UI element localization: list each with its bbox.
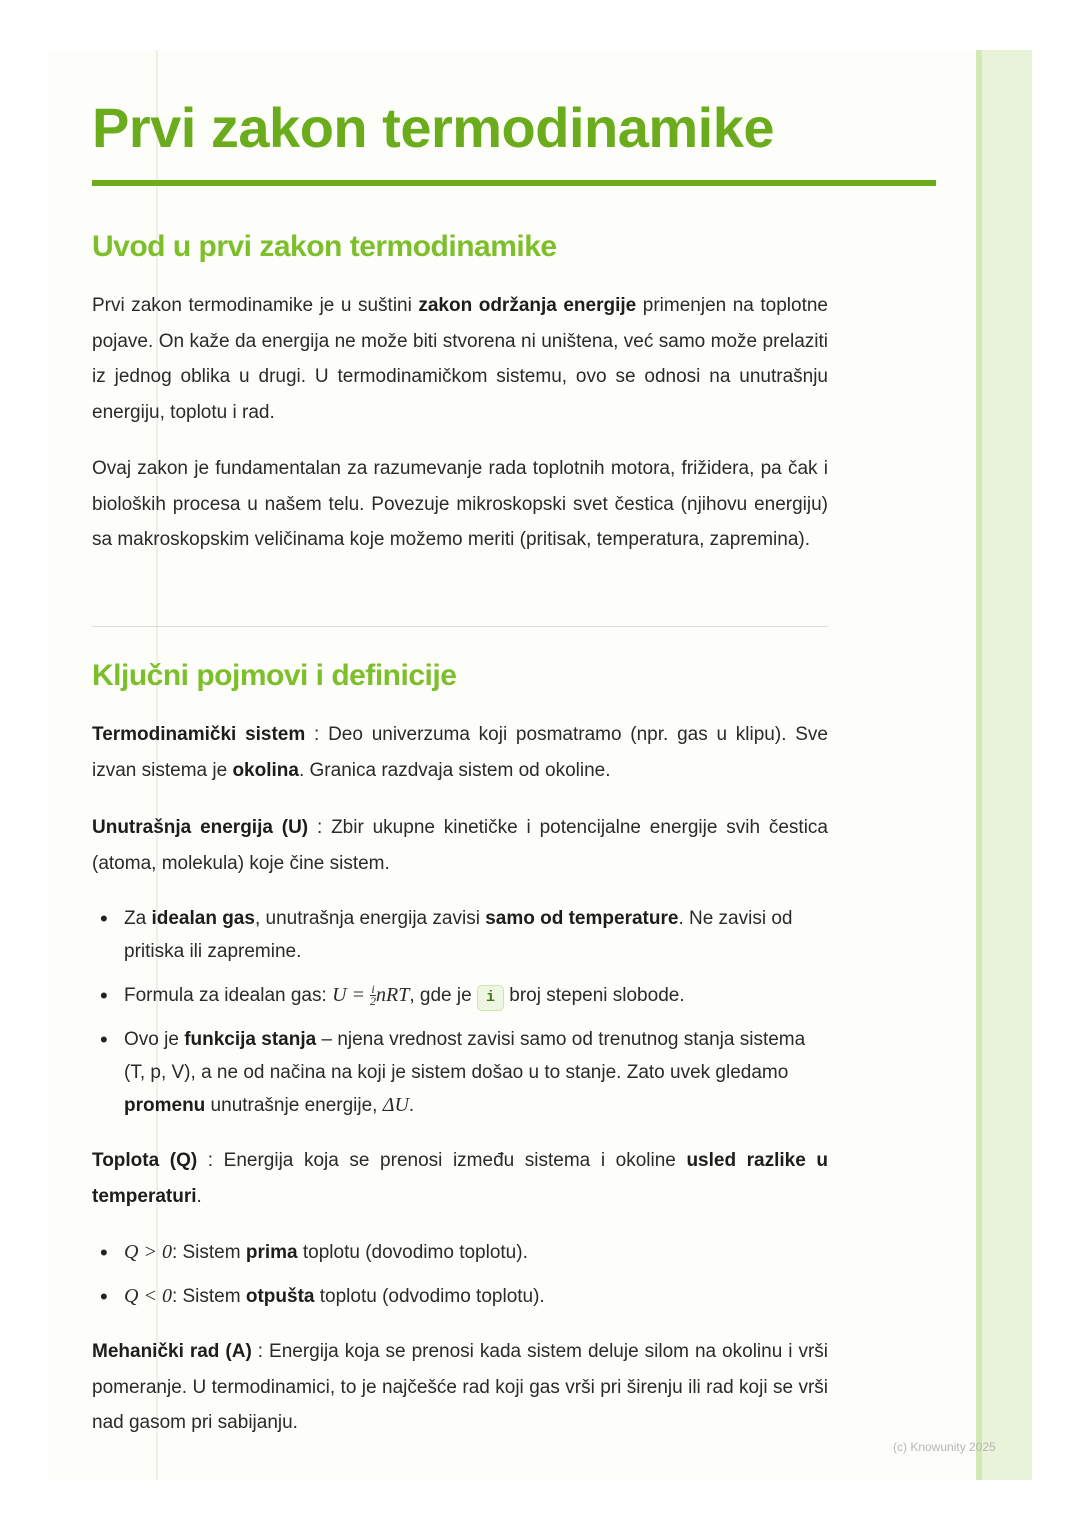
- fraction: $\frac{i}{2}$: [370, 982, 377, 1009]
- term: Unutrašnja energija (U): [92, 817, 309, 838]
- title-block: [92, 92, 828, 164]
- definition-sistem: [92, 717, 828, 788]
- list-item: • Ovo je funkcija stanja – njena vrednost zavisi samo od trenutnog stanja sistema (T, p, V), a ne od načina na koji je sistem došao u to stanje. Zato uvek gledamo promenu unutrašnje energije, ΔU.: [92, 1023, 828, 1122]
- text: primenjen na toplotne pojave. On kaže da energija ne može biti stvorena ni uništena, već samo može prelaziti iz jednog oblika u drugi. U termodinamičkom sistemu, ovo se odnosi na unutrašnju energiju, toplotu i rad.: [92, 295, 828, 423]
- term: Termodinamički sistem: [92, 724, 306, 745]
- definition-unutrasnja-energija: [92, 810, 828, 881]
- section-definitions-heading: Ključni pojmovi i definicije: [92, 659, 457, 692]
- section-intro-heading-wrap: [92, 230, 828, 264]
- copyright-footer: (c) Knowunity 2025: [893, 1440, 996, 1454]
- math-formula: ΔU: [382, 1094, 409, 1116]
- list-item: • Q > 0: Sistem prima toplotu (dovodimo toplotu).: [92, 1236, 828, 1269]
- intro-paragraph-2: Ovaj zakon je fundamentalan za razumevanje rada toplotnih motora, frižidera, pa čak i bioloških procesa u našem telu. Povezuje mikroskopski svet čestica (njihovu energiju) sa makroskopskim veličinama koje možemo meriti (pritisak, temperatura, zapremina).: [92, 458, 828, 550]
- math-formula: Q > 0: [124, 1241, 172, 1263]
- list-item: • Formula za idealan gas: U = $\frac{i}{2}$ nRT, gde je i broj stepeni slobode.: [92, 979, 828, 1012]
- list-item: • Q < 0: Sistem otpušta toplotu (odvodimo toplotu).: [92, 1280, 828, 1313]
- text: : Zbir ukupne kinetičke i potencijalne energije svih čestica (atoma, molekula) koje čine sistem.: [92, 817, 828, 874]
- text: : Deo univerzuma koji posmatramo (npr. gas u klipu). Sve izvan sistema je: [92, 724, 828, 781]
- section-intro-heading: Uvod u prvi zakon termodinamike: [92, 230, 557, 263]
- definition-toplota: [92, 1143, 828, 1214]
- bold-text: usled razlike u temperaturi: [92, 1150, 829, 1207]
- text: . Granica razdvaja sistem od okoline.: [298, 759, 611, 781]
- bold-text: okolina: [232, 759, 299, 781]
- text: .: [196, 1185, 202, 1207]
- math-formula: U =: [332, 984, 371, 1006]
- section-divider: [92, 626, 828, 627]
- bold-text: zakon održanja energije: [418, 295, 637, 316]
- title-underline: [92, 180, 936, 186]
- energija-bullet-list: [92, 902, 828, 1122]
- section-definitions-heading-wrap: [92, 659, 828, 693]
- text: Prvi zakon termodinamike je u suštini: [92, 295, 419, 316]
- math-formula: Q < 0: [124, 1285, 172, 1307]
- inline-code: i: [477, 985, 504, 1011]
- sidebar-edge: [976, 50, 982, 1480]
- page-title: Prvi zakon termodinamike: [92, 96, 775, 159]
- intro-paragraph-1: [92, 288, 828, 430]
- right-sidebar-strip: [976, 50, 1032, 1480]
- definition-rad: [92, 1334, 828, 1441]
- text: : Energija koja se prenosi između sistema i okoline: [197, 1150, 687, 1171]
- list-item: • Za idealan gas, unutrašnja energija zavisi samo od temperature. Ne zavisi od pritiska ili zapremine.: [92, 902, 828, 968]
- toplota-bullet-list: [92, 1236, 828, 1313]
- term: Toplota (Q): [92, 1150, 198, 1171]
- text: : Energija koja se prenosi kada sistem deluje silom na okolinu i vrši pomeranje. U termodinamici, to je najčešće rad koji gas vrši pri širenju ili rad koji se vrši nad gasom pri sabijanju.: [92, 1341, 829, 1433]
- term: Mehanički rad (A): [92, 1341, 252, 1362]
